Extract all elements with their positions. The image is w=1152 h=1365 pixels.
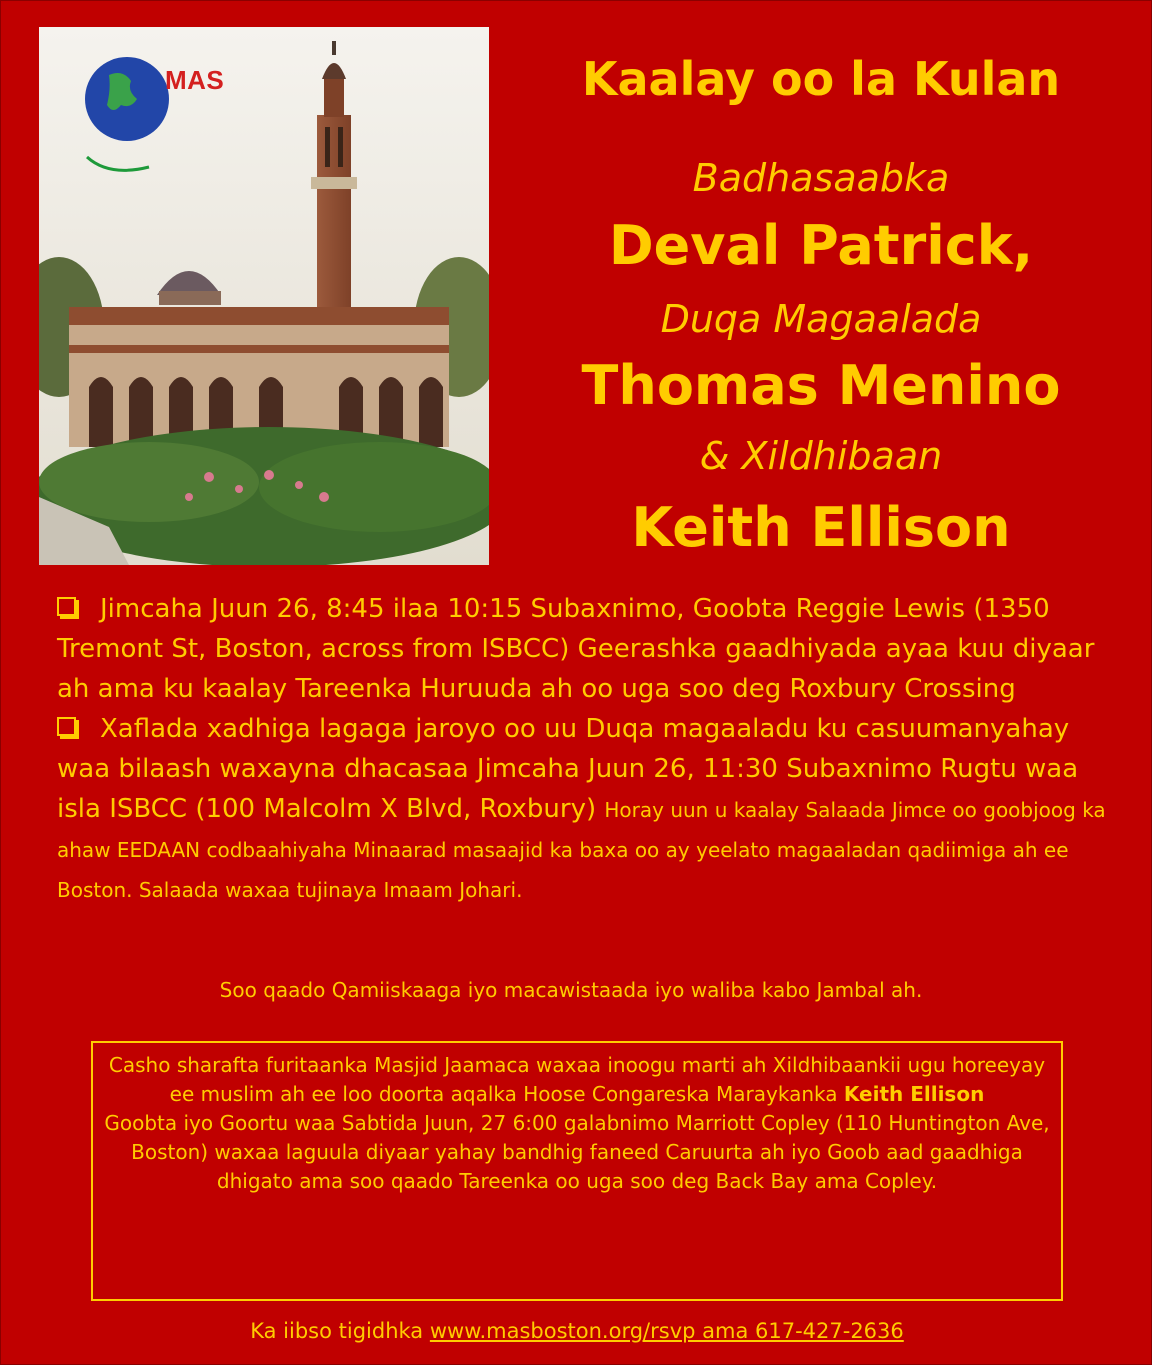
- dinner-details: Goobta iyo Goortu waa Sabtida Juun, 27 6:00 galabnimo Marriott Copley (110 Huntington Ave, Boston) waxaa laguula diyaar yahay bandhig faneed Caruurta ah iyo Goob aad gaadhiga dhigato ama soo qaado Tareenka oo uga soo deg Back Bay ama Copley.: [104, 1111, 1050, 1193]
- congressman-name: Keith Ellison: [631, 496, 1011, 559]
- flyer-title: Kaalay oo la Kulan: [581, 52, 1061, 106]
- checkbox-bullet-icon: [57, 597, 76, 616]
- mosque-illustration: [39, 27, 489, 565]
- bullet-item: [57, 709, 1117, 909]
- dinner-guest-name: Keith Ellison: [843, 1082, 985, 1106]
- dinner-info-box: [91, 1041, 1063, 1301]
- governor-title: Badhasaabka: [692, 156, 950, 200]
- ticket-footer: [1, 1315, 1152, 1347]
- bullet-text: Jimcaha Juun 26, 8:45 ilaa 10:15 Subaxnimo, Goobta Reggie Lewis (1350 Tremont St, Boston, across from ISBCC) Geerashka gaadhiyada ayaa kuu diyaar ah ama ku kaalay Tareenka Huruuda ah oo uga soo deg Roxbury Crossing: [57, 594, 1095, 704]
- mayor-name: Thomas Menino: [581, 354, 1061, 417]
- bullet-note: Horay uun u kaalay Salaada Jimce oo goobjoog ka ahaw EEDAAN codbaahiyaha Minaarad masaajid ka baxa oo ay yeelato magaaladan qadiimiga ah ee Boston. Salaada waxaa tujinaya Imaam Johari.: [57, 798, 1106, 902]
- rsvp-link[interactable]: www.masboston.org/rsvp ama 617-427-2636: [429, 1319, 904, 1343]
- closing-note: Soo qaado Qamiiskaaga iyo macawistaada iyo waliba kabo Jambal ah.: [219, 978, 923, 1002]
- mayor-title: Duqa Magaalada: [660, 297, 982, 341]
- mosque-photo: [39, 27, 489, 565]
- bullet-item: [57, 589, 1117, 709]
- governor-name: Deval Patrick,: [608, 214, 1034, 277]
- footer-prefix: Ka iibso tigidhka: [250, 1319, 424, 1343]
- mas-logo-text: MAS: [165, 65, 225, 95]
- checkbox-bullet-icon: [57, 717, 76, 736]
- bullet-text: Xaflada xadhiga lagaga jaroyo oo uu Duqa magaaladu ku casuumanyahay waa bilaash waxayna dhacasaa Jimcaha Juun 26, 11:30 Subaxnimo Rugtu waa isla ISBCC (100 Malcolm X Blvd, Roxbury): [57, 714, 1079, 824]
- dinner-intro: Casho sharafta furitaanka Masjid Jaamaca waxaa inoogu marti ah Xildhibaankii ugu horeeyay ee muslim ah ee loo doorta aqalka Hoose Congareska Maraykanka: [108, 1053, 1046, 1106]
- congressman-title: & Xildhibaan: [699, 434, 943, 478]
- event-details: [57, 589, 1117, 909]
